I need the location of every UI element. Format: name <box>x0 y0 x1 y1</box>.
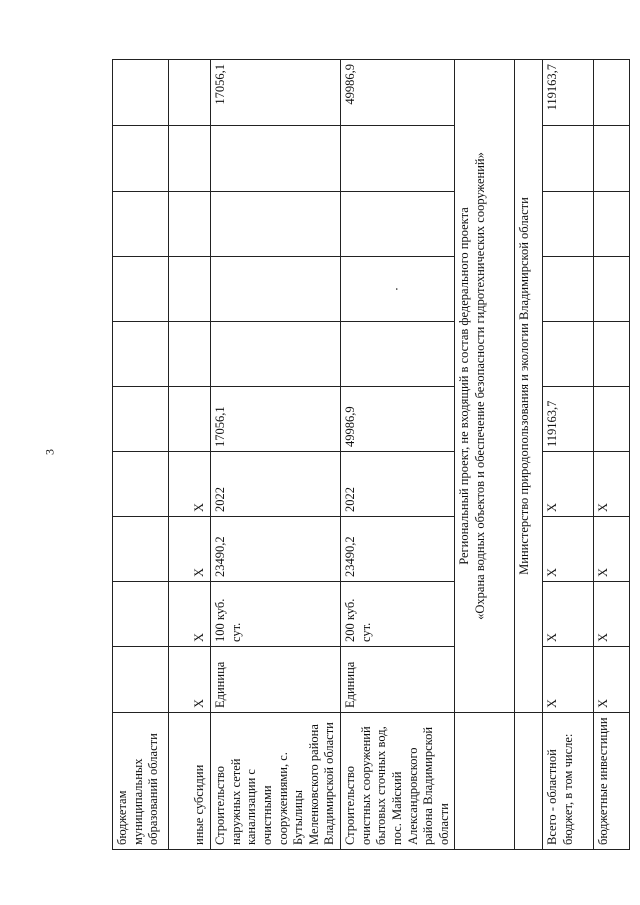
cell-year: Х <box>594 452 630 517</box>
cell-cost: 23490,2 <box>211 517 341 582</box>
regional-project-title: Региональный проект, не входящий в состав федерального проекта «Охрана водных объектов и обеспечение безопасности гидротехнических сооружений» <box>455 60 515 713</box>
rotated-table-container <box>112 60 611 850</box>
row-name-municipal: бюджетам муниципальных образований области <box>113 713 169 850</box>
table-row <box>169 60 211 850</box>
cell-amount: 119163,7 <box>543 387 594 452</box>
cell-unit: Единица <box>211 647 341 713</box>
cell-amount: 49986,9 <box>341 387 455 452</box>
page-number: 3 <box>42 449 57 455</box>
table-row <box>543 60 594 850</box>
cell-unit: Х <box>169 647 211 713</box>
cell-capacity: Х <box>543 582 594 647</box>
cell-unit: Х <box>543 647 594 713</box>
cell-cost: Х <box>594 517 630 582</box>
cell-total: 17056,1 <box>211 60 341 126</box>
table-row <box>455 60 515 850</box>
cell-year: 2022 <box>211 452 341 517</box>
cell-year: Х <box>543 452 594 517</box>
stray-dot: · <box>341 257 455 322</box>
cell-capacity: Х <box>169 582 211 647</box>
table-row <box>211 60 341 850</box>
cell-unit: Единица <box>341 647 455 713</box>
cell-unit: Х <box>594 647 630 713</box>
cell-cost: Х <box>169 517 211 582</box>
row-name-butylitsy: Строительство наружных сетей канализации с очистными сооружениями, с. Бутылицы Меленковского района Владимирской области <box>211 713 341 850</box>
cell-year: 2022 <box>341 452 455 517</box>
table-row <box>341 60 455 850</box>
table-row <box>594 60 630 850</box>
row-name-other-subsidies: иные субсидии <box>169 713 211 850</box>
table-row <box>113 60 169 850</box>
cell-cost: 23490,2 <box>341 517 455 582</box>
row-name-investments: бюджетные инвестиции <box>594 713 630 850</box>
cell-cost: Х <box>543 517 594 582</box>
cell-year: Х <box>169 452 211 517</box>
cell-total: 119163,7 <box>543 60 594 126</box>
ministry-title: Министерство природопользования и экологии Владимирской области <box>515 60 543 713</box>
table-row <box>515 60 543 850</box>
cell-capacity: 100 куб. сут. <box>211 582 341 647</box>
cell-total: 49986,9 <box>341 60 455 126</box>
row-name-maysky: Строительство очистных сооружений бытовых сточных вод, пос. Майский Александровского района Владимирской области <box>341 713 455 850</box>
cell-capacity: 200 куб. сут. <box>341 582 455 647</box>
row-name-total-regional: Всего - областной бюджет, в том числе: <box>543 713 594 850</box>
cell-capacity: Х <box>594 582 630 647</box>
cell-amount: 17056,1 <box>211 387 341 452</box>
budget-table <box>112 59 630 850</box>
